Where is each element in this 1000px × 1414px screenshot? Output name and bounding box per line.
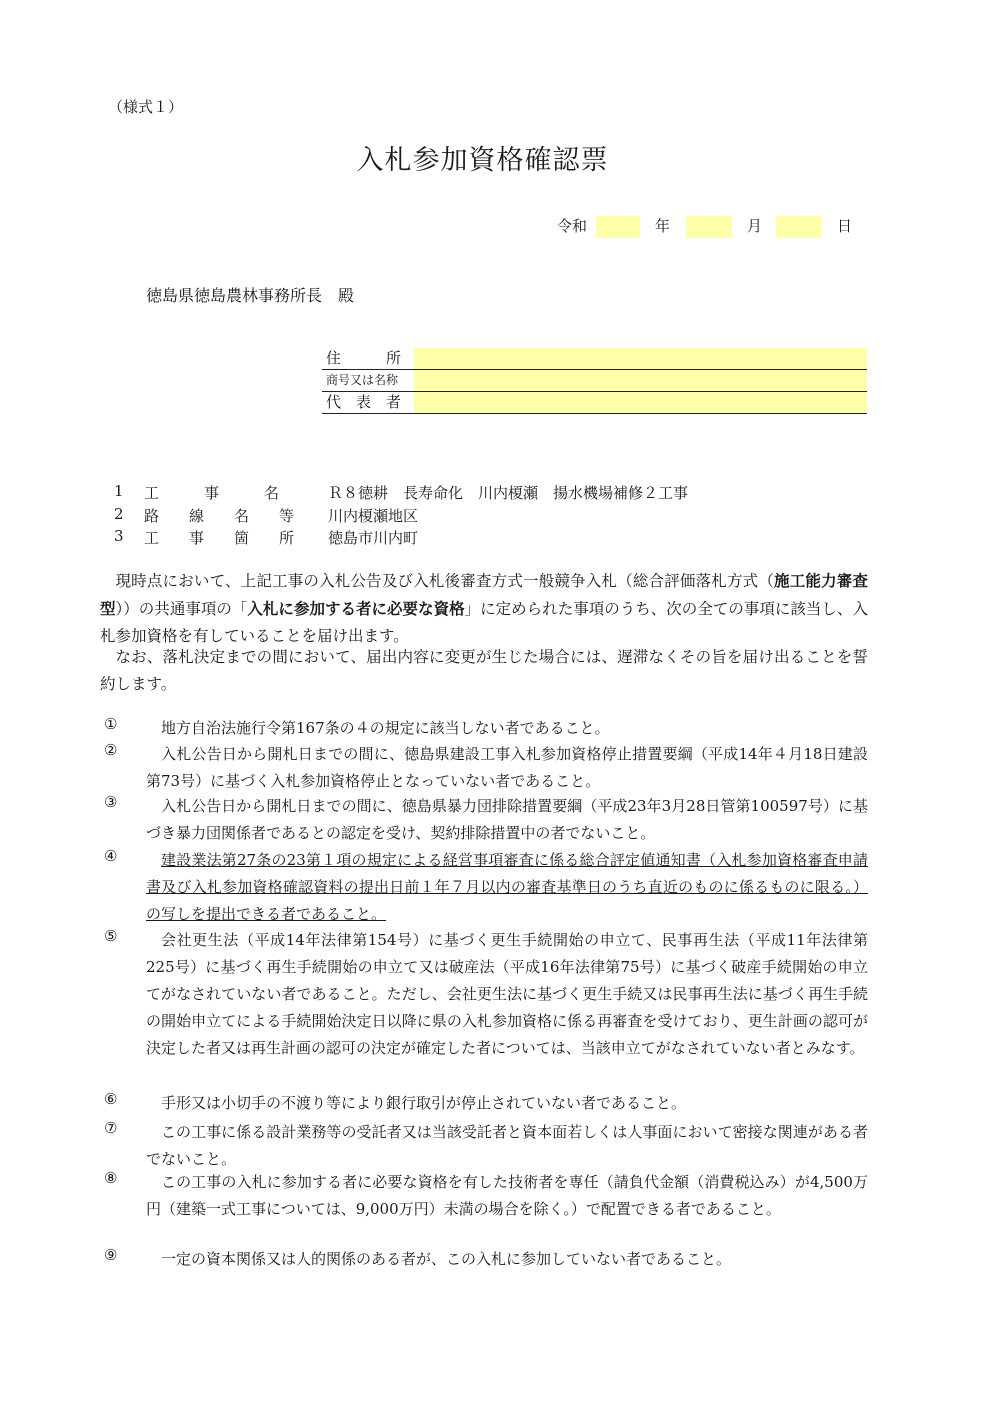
requirement-number: ⑨ bbox=[104, 1246, 118, 1264]
date-day-label: 日 bbox=[837, 217, 853, 235]
declaration-paragraph bbox=[100, 567, 868, 650]
date-month-input[interactable] bbox=[686, 216, 732, 238]
company-name-input[interactable] bbox=[414, 370, 867, 391]
requirement-text: 入札公告日から開札日までの間に、徳島県暴力団排除措置要綱（平成23年3月28日管第100597号）に基づき暴力団関係者であるとの認定を受け、契約排除措置中の者でないこと。 bbox=[146, 797, 868, 842]
date-day-input[interactable] bbox=[776, 216, 822, 238]
pledge-paragraph: なお、落札決定までの間において、届出内容に変更が生じた場合には、遅滞なくその旨を届け出ることを誓約します。 bbox=[100, 648, 868, 693]
requirement-text: 建設業法第27条の23第１項の規定による経営事項審査に係る総合評定値通知書（入札参加資格審査申請書及び入札参加資格確認資料の提出日前１年７月以内の審査基準日のうち直近のものに係るものに限る。）の写しを提出できる者であること。 bbox=[146, 851, 868, 923]
date-year-label: 年 bbox=[655, 217, 671, 235]
page-title: 入札参加資格確認票 bbox=[356, 145, 609, 176]
requirement-text: この工事に係る設計業務等の受託者又は当該受託者と資本面若しくは人事面において密接な関連がある者でないこと。 bbox=[146, 1123, 868, 1168]
declaration-text: 」に定められた事項のうち、次の全ての事項に該当し、入札参加資格を有していることを届け出ます。 bbox=[100, 600, 868, 645]
requirement-text: この工事の入札に参加する者に必要な資格を有した技術者を専任（請負代金額（消費税込み）が4,500万円（建築一式工事については、9,000万円）未満の場合を除く。）で配置できる者であること。 bbox=[146, 1173, 868, 1218]
declaration-text: 現時点において、上記工事の入札公告及び入札後審査方式一般競争入札（総合評価落札方式（ bbox=[115, 572, 775, 590]
declaration-bold-text: 施工能力審査型 bbox=[100, 571, 868, 618]
project-info-label: 工 事 名 bbox=[144, 484, 280, 502]
date-month-label: 月 bbox=[747, 217, 763, 235]
project-info-label: 路 線 名 等 bbox=[144, 507, 295, 525]
applicant-fields bbox=[322, 348, 867, 414]
company-name-label: 商号又は名称 bbox=[326, 373, 399, 387]
address-row bbox=[322, 348, 867, 370]
requirement-number: ① bbox=[104, 715, 118, 733]
address-label: 住 所 bbox=[326, 349, 402, 367]
project-info-value: 徳島市川内町 bbox=[328, 529, 419, 547]
declaration-text: ））の共通事項の「 bbox=[115, 600, 248, 618]
date-era-label: 令和 bbox=[557, 217, 588, 235]
requirement-number: ⑧ bbox=[104, 1169, 118, 1187]
requirement-text: 一定の資本関係又は人的関係のある者が、この入札に参加していない者であること。 bbox=[161, 1250, 732, 1268]
addressee: 徳島県徳島農林事務所長 殿 bbox=[146, 286, 355, 305]
project-info-num: 2 bbox=[114, 505, 124, 523]
declaration-bold-text: 入札に参加する者に必要な資格 bbox=[247, 599, 465, 618]
requirement-text: 地方自治法施行令第167条の４の規定に該当しない者であること。 bbox=[161, 719, 610, 737]
address-input[interactable] bbox=[414, 348, 867, 369]
requirement-number: ⑦ bbox=[104, 1119, 118, 1137]
project-info-label: 工 事 箇 所 bbox=[144, 529, 295, 547]
requirement-text: 入札公告日から開札日までの間に、徳島県建設工事入札参加資格停止措置要綱（平成14年４月18日建設第73号）に基づく入札参加資格停止となっていない者であること。 bbox=[146, 745, 868, 790]
project-info-num: 3 bbox=[114, 527, 124, 545]
requirement-number: ② bbox=[104, 741, 118, 759]
requirement-text: 会社更生法（平成14年法律第154号）に基づく更生手続開始の申立て、民事再生法（平成11年法律第225号）に基づく再生手続開始の申立て又は破産法（平成16年法律第75号）に基づく破産手続開始の申立てがなされていない者であること。ただし、会社更生法に基づく更生手続又は民事再生法に基づく再生手続の開始申立てによる手続開始決定日以降に県の入札参加資格に係る再審査を受けており、更生計画の認可が決定した者又は再生計画の認可の決定が確定した者については、当該申立てがなされていない者とみなす。 bbox=[146, 931, 868, 1057]
project-info-value: 川内榎瀬地区 bbox=[328, 507, 419, 525]
representative-label: 代 表 者 bbox=[326, 393, 402, 411]
company-name-row bbox=[322, 370, 867, 392]
requirement-number: ④ bbox=[104, 847, 118, 865]
representative-row bbox=[322, 392, 867, 414]
requirement-text: 手形又は小切手の不渡り等により銀行取引が停止されていない者であること。 bbox=[161, 1094, 687, 1112]
date-year-input[interactable] bbox=[596, 216, 640, 238]
representative-input[interactable] bbox=[414, 392, 867, 413]
requirement-number: ③ bbox=[104, 793, 118, 811]
project-info-value: Ｒ８徳耕 長寿命化 川内榎瀬 揚水機場補修２工事 bbox=[328, 484, 689, 502]
requirement-number: ⑥ bbox=[104, 1090, 118, 1108]
project-info-num: 1 bbox=[114, 482, 124, 500]
requirement-number: ⑤ bbox=[104, 927, 118, 945]
form-number: （様式１） bbox=[108, 98, 184, 116]
